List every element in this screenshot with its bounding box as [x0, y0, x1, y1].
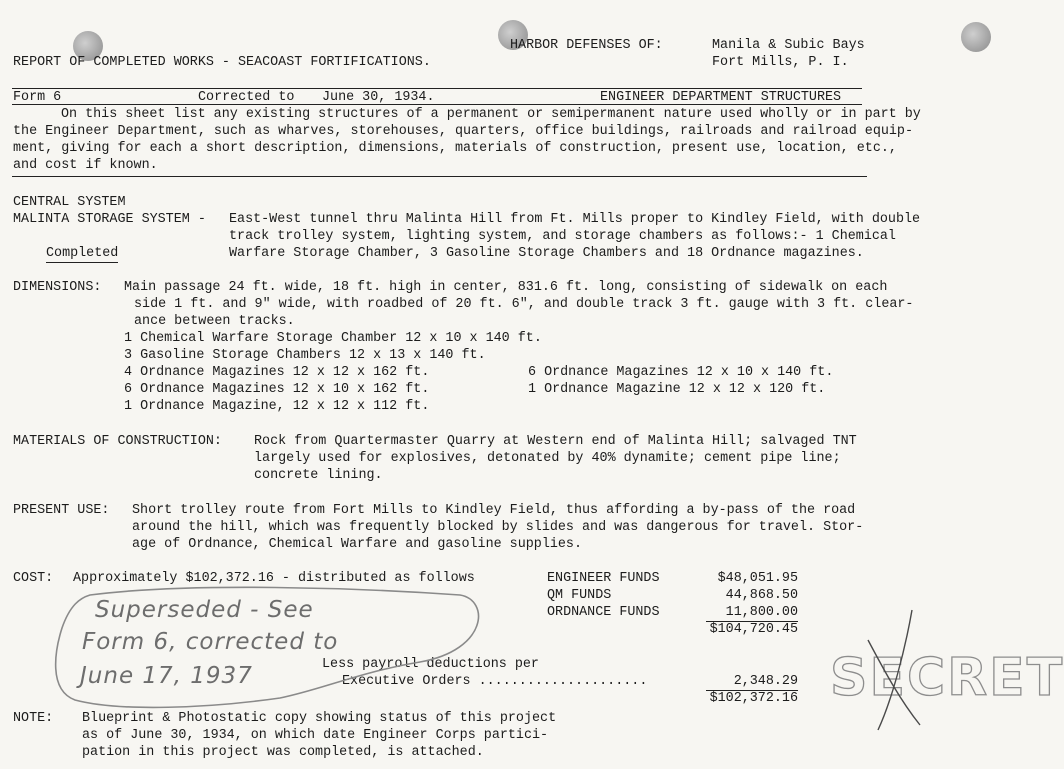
- location: Fort Mills, P. I.: [712, 55, 849, 70]
- corrected-label: Corrected to: [198, 90, 295, 105]
- fund-amount-engineer: $48,051.95: [717, 571, 798, 586]
- harbor-defenses-value: Manila & Subic Bays: [712, 38, 865, 53]
- system-name: MALINTA STORAGE SYSTEM -: [13, 212, 206, 227]
- deduction-amount: 2,348.29: [733, 674, 798, 689]
- materials-label: MATERIALS OF CONSTRUCTION:: [13, 434, 222, 449]
- note-label: NOTE:: [13, 711, 54, 726]
- deduction-line-2: Executive Orders .....................: [342, 674, 648, 689]
- deduction-line-1: Less payroll deductions per: [322, 657, 539, 672]
- cost-text: Approximately $102,372.16 - distributed as follows: [73, 571, 475, 586]
- cost-total: $102,372.16: [709, 691, 798, 706]
- report-title: REPORT OF COMPLETED WORKS - SEACOAST FORTIFICATIONS.: [13, 55, 431, 70]
- corrected-date: June 30, 1934.: [322, 90, 435, 105]
- fund-amount-ordnance: 11,800.00: [725, 605, 798, 620]
- cost-label: COST:: [13, 571, 54, 586]
- fund-amount-qm: 44,868.50: [725, 588, 798, 603]
- fund-name-ordnance: ORDNANCE FUNDS: [547, 605, 660, 620]
- dimensions-label: DIMENSIONS:: [13, 280, 102, 295]
- harbor-defenses-label: HARBOR DEFENSES OF:: [510, 38, 663, 53]
- secret-stamp: SECRET: [830, 648, 1064, 708]
- present-use-label: PRESENT USE:: [13, 503, 110, 518]
- form-category: ENGINEER DEPARTMENT STRUCTURES: [600, 90, 842, 105]
- fund-name-engineer: ENGINEER FUNDS: [547, 571, 660, 586]
- cost-subtotal: $104,720.45: [709, 622, 798, 637]
- fund-name-qm: QM FUNDS: [547, 588, 612, 603]
- form-number: Form 6: [13, 90, 62, 105]
- system-status: Completed: [46, 246, 119, 261]
- system-group: CENTRAL SYSTEM: [13, 195, 126, 210]
